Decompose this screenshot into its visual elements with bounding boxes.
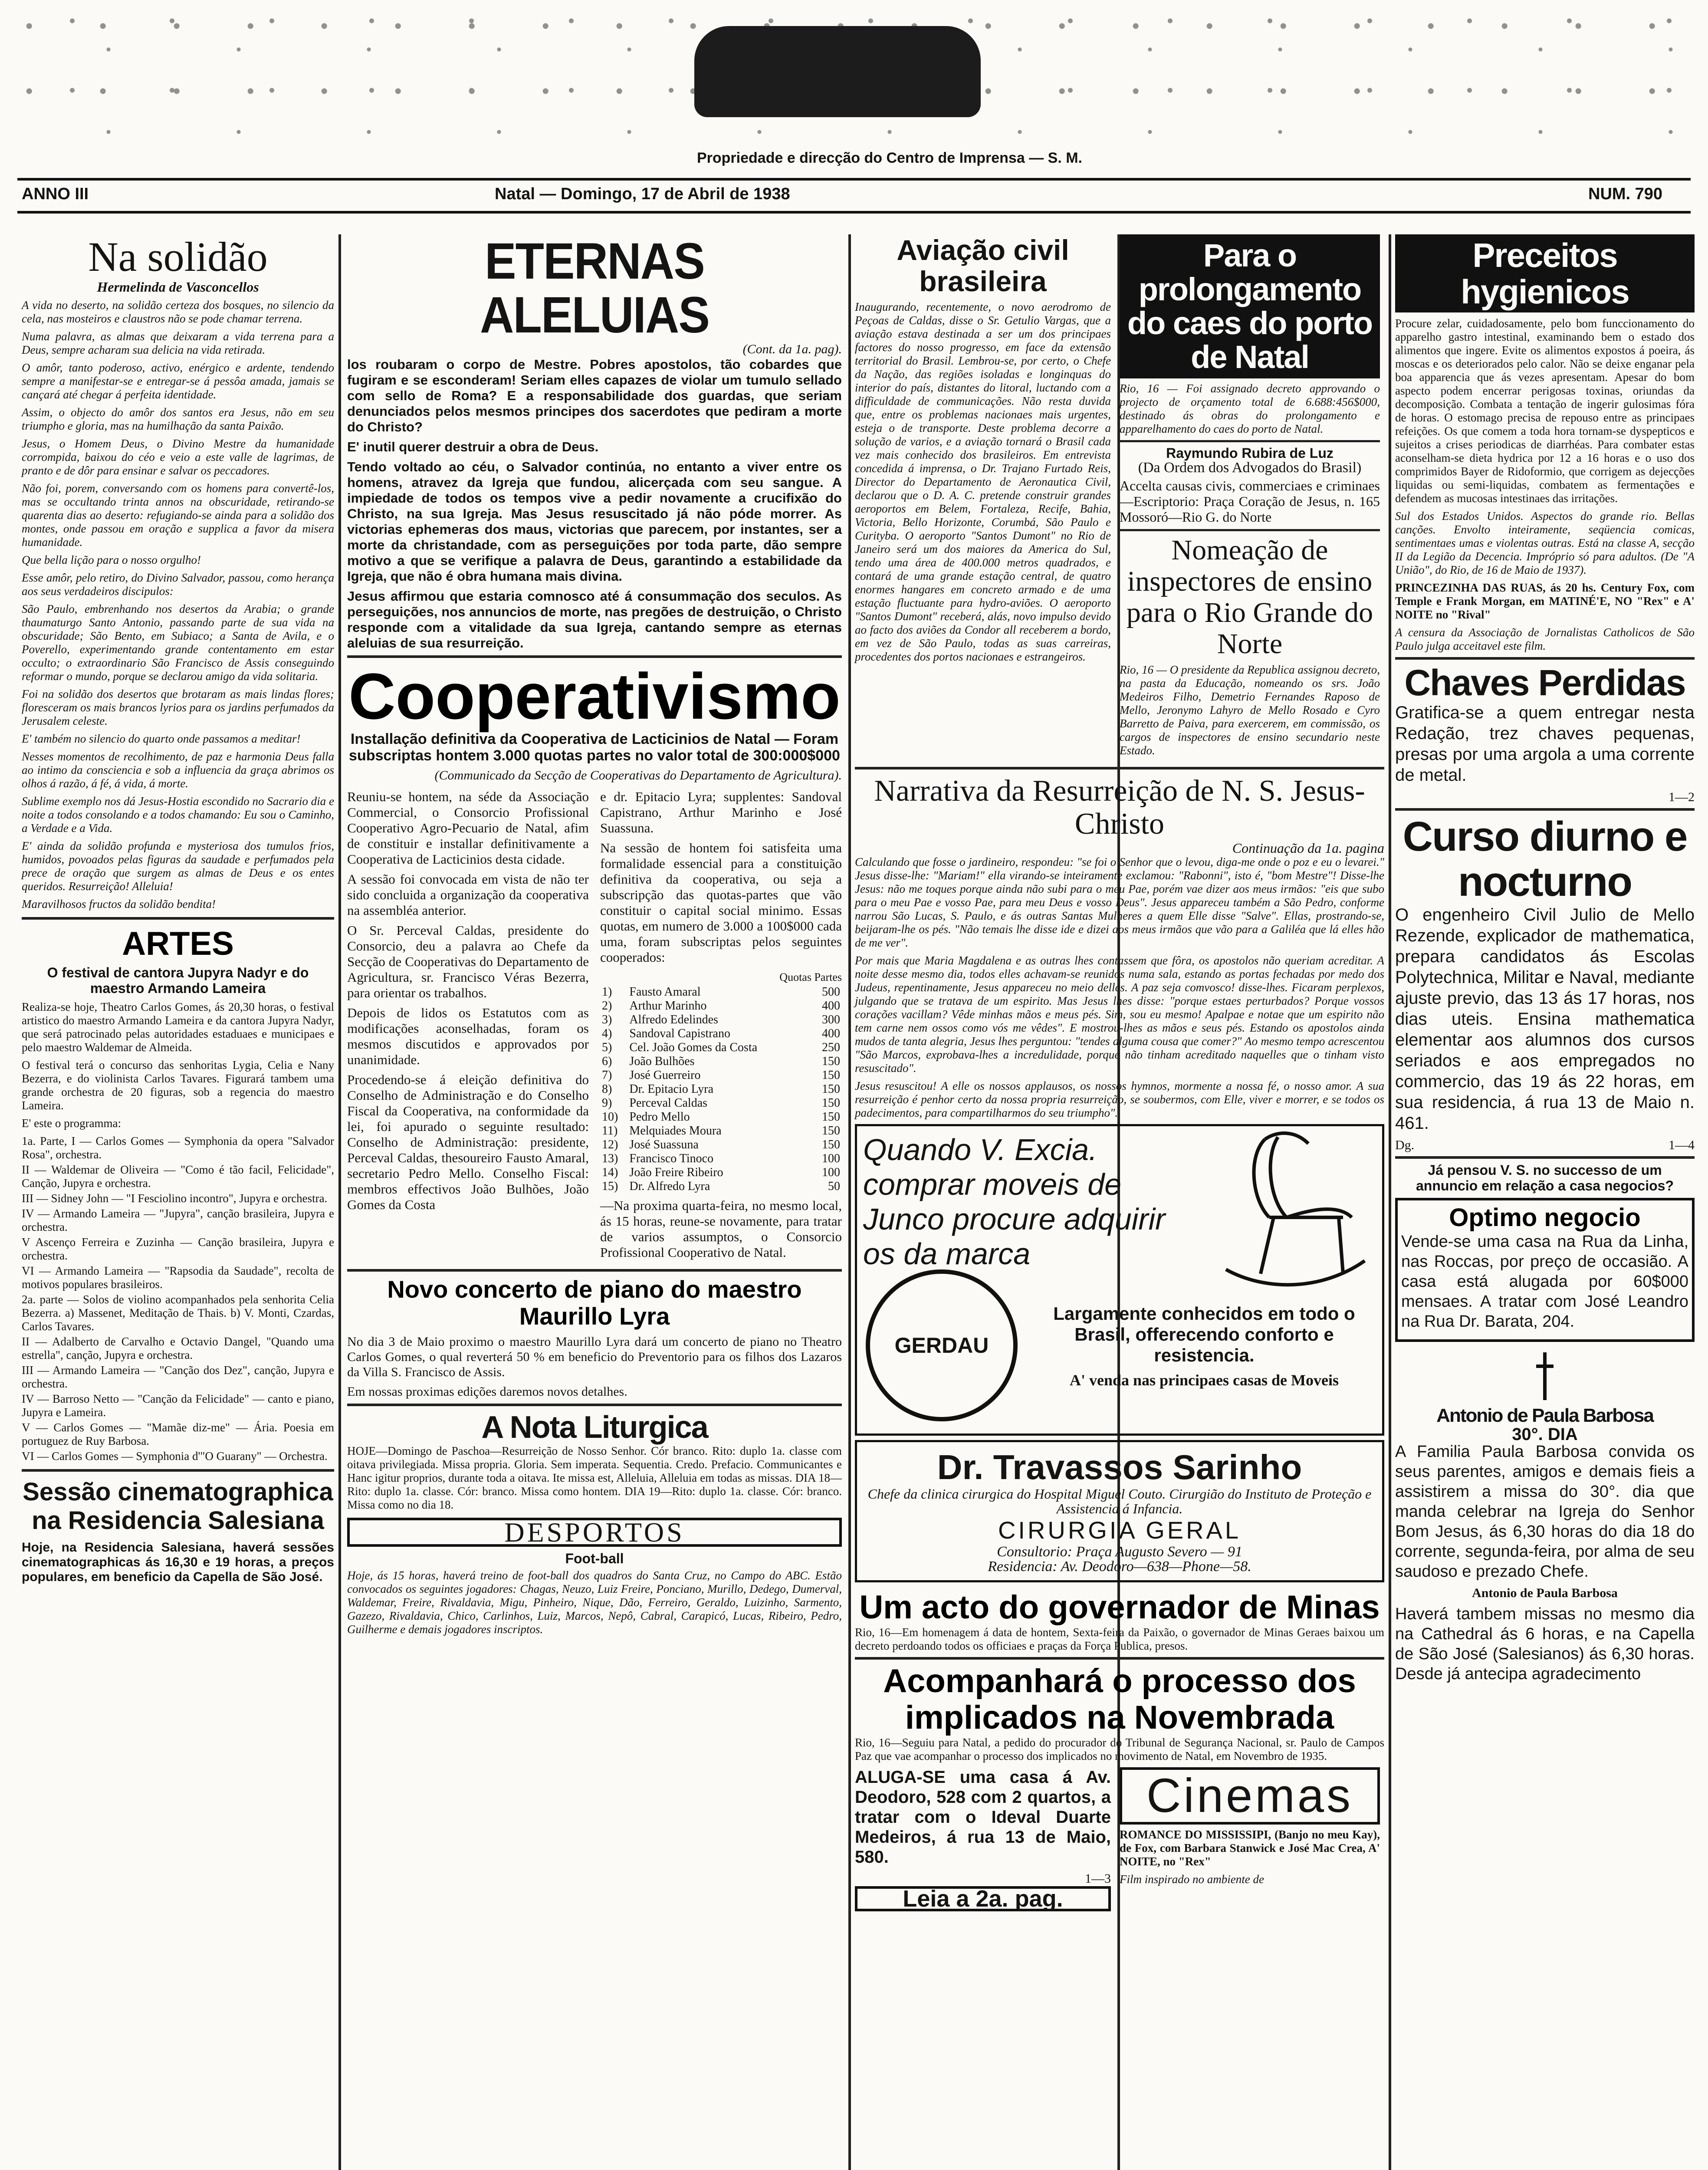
cinema-block [1120, 1767, 1380, 1911]
table-row: 1) Fausto Amaral 500 [602, 985, 840, 999]
paragraph: A Familia Paula Barbosa convida os seus parentes, amigos e demais fieis a assistirem a missa do 30°. dia que manda celebrar na Igreja do Senhor Bom Jesus, ás 6,30 horas do dia 18 do corrente, segunda-feira, por alma de seu saudoso e prezado Chefe. [1395, 1443, 1695, 1581]
doctor-description: Chefe da clinica cirurgica do Hospital Miguel Couto. Cirurgião do Instituto de Proteção e Assistencia á Infancia. [867, 1486, 1372, 1516]
program-item: V — Carlos Gomes — "Mamãe diz-me" — Ária. Poesia em portuguez de Ruy Barbosa. [22, 1421, 334, 1447]
masthead [17, 0, 1691, 217]
top-split [855, 234, 1384, 762]
bottom-left [347, 1276, 842, 1641]
section-title: Para o prolongamento do caes do porto de Natal [1127, 237, 1373, 375]
artes-body [22, 1000, 334, 1130]
paragraph: Calculando que fosse o jardineiro, respondeu: "se foi o Senhor que o levou, diga-me onde o poz e eu o levarei." Jesus disse-lhe: "Mariam!" ella virando-se inteiramente exclamou: "Rabonni", isto é, "bom Mestre"! Disse-lhe Jesus: não me toques porque ainda não subi para o meu Pae, porém vae dizer aos meus irmãos: "eis que subo para o meu Pae e vosso Pae, para meu Deus e vosso Deus". Jesus appareceu também a São Pedro, conforme narrou São Lucas, S. Paulo, e ás outras Santas Mulheres a quem Elle disse "Salve". Ellas, prostrando-se, beijaram-lhe os pés. "Não temais lhe disse ide e dizei aos meus irmãos que vão para a Galiléa que lá elles hão de me ver". [855, 855, 1384, 949]
article-title: ETERNAS ALELUIAS [480, 233, 709, 344]
paragraph: O festival terá o concurso das senhoritas Lygia, Celia e Nany Bezerra, e do violinista Carlos Tavares. Figurará tambem uma grande orchestra de 20 figuras, sob a regencia do maestro Lameira. [22, 1059, 334, 1112]
doctor-home: Residencia: Av. Deodoro—638—Phone—58. [988, 1558, 1251, 1575]
doctor-ad [855, 1440, 1384, 1582]
paragraph: PRINCEZINHA DAS RUAS, ás 20 hs. Century Fox, com Temple e Frank Morgan, em MATINÉ'E, NO "Rex" e A' NOITE no "Rival" [1395, 581, 1695, 621]
program-item: VI — Armando Lameira — "Rapsodia da Saudade", recolta de motivos populares brasileiros. [22, 1264, 334, 1291]
table-row: 6) João Bulhões 150 [602, 1055, 840, 1068]
headline-box [1395, 234, 1695, 312]
paragraph: E' ainda da solidão profunda e mysteriosa dos tumulos frios, humidos, povoados pelas figuras da saudade e perfumados pela prece de oração que surgem as almas de Deus e os entes queridos. Resurreição! Alleluia! [22, 839, 334, 893]
section-title: Preceitos hygienicos [1461, 236, 1629, 311]
lawyer-name: Raymundo Rubira de Luz [1166, 445, 1334, 461]
program-item: IV — Barroso Netto — "Canção da Felicidade" — canto e piano, Jupyra e Lameira. [22, 1392, 334, 1419]
paragraph: —Na proxima quarta-feira, no mesmo local, ás 15 horas, reune-se novamente, para tratar de varios assumptos, o Consorcio Profissional Cooperativo de Natal. [600, 1198, 842, 1260]
coop-right-column [600, 789, 842, 1265]
paragraph: Rio, 16—Seguiu para Natal, a pedido do procurador do Tribunal de Segurança Nacional, sr. Paulo de Campos Paz que vae acompanhar o processo dos implicados no movimento de Natal, em Novembro de 1935. [855, 1736, 1384, 1762]
paragraph: Em nossas proximas edições daremos novos detalhes. [347, 1384, 627, 1399]
article-body [22, 299, 334, 911]
program-item: V Ascenço Ferreira e Zuzinha — Canção brasileira, Jupyra e orchestra. [22, 1236, 334, 1262]
paragraph: O amôr, tanto poderoso, activo, enérgico e ardente, tendendo sempre a manifestar-se e entregar-se á pessôa amada, jamais se cançará até chegar á perfeita identidade. [22, 361, 334, 401]
paragraph: Maravilhosos fructos da solidão bendita! [22, 898, 216, 911]
paragraph: Depois de lidos os Estatutos com as modificações aconselhadas, foram os mesmos discutidos e approvados por unanimidade. [347, 1005, 589, 1067]
table-row: 12) José Suassuna 150 [602, 1138, 840, 1151]
bottom-row [855, 1767, 1384, 1911]
ad-sales: A' venda nas principaes casas de Moveis [1069, 1371, 1339, 1389]
paragraph: HOJE—Domingo de Paschoa—Resurreição de Nosso Senhor. Cór branco. Rito: duplo 1a. classe com oitava privilegiada. Missa propria. Gloria. Sem imperata. Sequentia. Credo. Prefacio. Communicantes e Hanc igitur proprios, durante toda a oitava. Ite missa est, Alleluia, Alleluia em todas as missas. DIA 18—Rito: duplo 1a. classe. Cór: branco. Missa como hontem. DIA 19—Rito: duplo 1a. classe. Cór: branco. Missa como no dia 18. [347, 1444, 842, 1511]
paragraph: No dia 3 de Maio proximo o maestro Maurillo Lyra dará um concerto de piano no Theatro Carlos Gomes, o qual reverterá 50 % em beneficio do Preventorio para os filhos dos Lazaros da Villa S. Francisco de Assis. [347, 1335, 842, 1379]
paragraph: Na sessão de hontem foi satisfeita uma formalidade essencial para a constituição definitiva da cooperativa, ou seja a subscripção das quotas-partes que vão constituir o capital social minimo. Essas quotas, em numero de 3.000 a 100$000 cada uma, foram subscriptas pelos seguintes cooperados: [600, 840, 842, 965]
ad-slogan-block [1026, 1303, 1382, 1387]
program-item: VI — Carlos Gomes — Symphonia d'"O Guarany" — Orchestra. [22, 1450, 328, 1463]
section-rule [347, 655, 842, 658]
dateline: Natal — Domingo, 17 de Abril de 1938 [495, 185, 790, 203]
paragraph: Vende-se uma casa na Rua da Linha, nas Roccas, por preço de occasião. A casa está alugada por 60$000 mensaes. A tratar com José Leandro na Rua Dr. Barata, 204. [1401, 1233, 1688, 1331]
col4-block [1120, 234, 1380, 762]
paragraph: Assim, o objecto do amôr dos santos era Jesus, não em seu triumpho e gloria, mas na humilhação da santa Paixão. [22, 406, 334, 432]
paragraph: Haverá tambem missas no mesmo dia na Cathedral ás 6 horas, e na Capella de São José (Salesianos) ás 6,30 horas. Desde já antecipa agradecimento [1395, 1605, 1695, 1683]
sale-ad [1395, 1198, 1695, 1342]
paragraph: Reuniu-se hontem, na séde da Associação Commercial, o Consorcio Profissional Cooperativo Agro-Pecuario de Natal, afim de constituir e installar definitivamente a Cooperativa de Lacticinios desta cidade. [347, 789, 589, 867]
paragraph: Tendo voltado ao céu, o Salvador continúa, no entanto a viver entre os homens, atravez da Igreja que fundou, alicerçada com seu sangue. A impiedade de todos os tempos vive a pedir novamente a crucifixão do Christo, na sua Igreja. Mas Jesus resuscitado já não póde morrer. As victorias ephemeras dos maus, victorias que parecem, por instantes, ser a morte da christandade, com as perseguições por toda parte, dão sempre motivo a que se verifique a palavra de Deus, garantindo a estabilidade da Igreja, que não é obra humana mais divina. [347, 459, 842, 584]
paragraph: E' inutil querer destruir a obra de Deus. [347, 439, 599, 454]
coop-left-column [347, 789, 589, 1265]
section-rule [347, 1269, 842, 1272]
section-title: Aviação civil brasileira [897, 234, 1069, 297]
section-rule [22, 1469, 334, 1472]
byline: Hermelinda de Vasconcellos [97, 279, 259, 295]
coop-body [347, 789, 842, 1265]
ad-bottom [866, 1269, 1382, 1421]
obituary-day: 30°. DIA [1512, 1425, 1578, 1444]
paragraph: O engenheiro Civil Julio de Mello Rezende, explicador de mathematica, prepara candidatos ás Escolas Polytechnica, Militar e Naval, mediante ajuste previo, das 13 ás 17 horas, nos dias uteis. Ensina mathematica elementar aos alumnos dos cursos seriados e aos empregados no commercio, das 19 ás 22 horas, em sua residencia, á rua 13 de Maio n. 461. [1395, 905, 1695, 1133]
section-rule [347, 1404, 842, 1406]
paragraph: ALUGA-SE uma casa á Av. Deodoro, 528 com 2 quartos, a tratar com o Ideval Duarte Medeiros, á rua 13 de Maio, 580. [855, 1768, 1111, 1867]
ad-text: Quando V. Excia. comprar moveis de Junco procure adquirir os da marca [863, 1133, 1166, 1271]
section-title: Narrativa da Resurreição de N. S. Jesus-Christo [874, 774, 1365, 841]
bottom-split [347, 1276, 842, 1641]
paragraph: Por mais que Maria Magdalena e as outras lhes contassem que fôra, os apostolos não queriam acreditar. A noite desse mesmo dia, todos elles achavam-se reunidos numa sala, estando as portas fechadas por medo dos Judeus, repentinamente, Jesus appareceu no meio delles. A paz seja comvosco! disse-lhes. Ficaram perplexos, julgando que se tratava de um espirito. Mas Jesus lhes disse: "porque estaes perturbados? Porque vossos corações vacillam? Vêde minhas mãos e meus pés. Sim, sou eu mesmo! Apalpae e notae que um espirito não tem carne nem ossos como vós me vêdes". E mostrou-lhes as mãos e seus pés. Estando os apostolos ainda mudos de tanta alegria, Jesus lhes perguntou: "tendes alguma cousa que comer?" Ao mesmo tempo acrescentou "São Marcos, exprobava-lhes a incredulidade, porque não tinham acreditado naquelles que o tinham visto resuscitado". [855, 954, 1384, 1075]
read-page-box: Leia a 2a. pag. [855, 1886, 1111, 1911]
column-2 [347, 234, 842, 1641]
section-title-box: DESPORTOS [347, 1518, 842, 1547]
section-subtitle: Installação definitiva da Cooperativa de Lacticinios de Natal — Foram subscriptas hontem 3.000 quotas partes no valor total de 300:000$000 [349, 731, 840, 764]
table-row: 15) Dr. Alfredo Lyra 50 [602, 1180, 840, 1193]
table-row: 4) Sandoval Capistrano 400 [602, 1027, 840, 1040]
section-title: ARTES [122, 925, 234, 962]
dateline-bar [17, 178, 1691, 214]
section-title: A Nota Liturgica [481, 1410, 708, 1445]
lawyer-org: (Da Ordem dos Advogados do Brasil) [1138, 460, 1362, 476]
table-row: 2) Arthur Marinho 400 [602, 999, 840, 1013]
program-item: 2a. parte — Solos de violino acompanhados pela senhorita Celia Bezerra. a) Massenet, Meditação de Thais. b) V. Monti, Czardas, Carlos Tavares. [22, 1293, 334, 1333]
section-title: Curso diurno e nocturno [1403, 813, 1687, 905]
program-item: II — Adalberto de Carvalho e Octavio Dangel, "Quando uma estrella", canção, Jupyra e orchestra. [22, 1335, 334, 1361]
column-3 [855, 234, 1384, 1911]
program-item: III — Armando Lameira — "Canção dos Dez", canção, Jupyra e orchestra. [22, 1364, 334, 1390]
table-row: 10) Pedro Mello 150 [602, 1110, 840, 1124]
issue-number: NUM. 790 [1588, 185, 1663, 203]
section-title: Acompanhará o processo dos implicados na Novembrada [883, 1663, 1356, 1736]
paragraph: Sul dos Estados Unidos. Aspectos do grande rio. Bellas canções. Envolto inteiramente, seqüencia comicas, sentimentaes umas e violentas outras. Está na classe A, secção II da Legião da Decencia. Impróprio só para adultos. (De "A União", do Rio, de 16 de Maio de 1937). [1395, 510, 1695, 576]
cross-icon [1536, 1352, 1554, 1400]
paragraph: Gratifica-se a quem entregar nesta Redação, trez chaves pequenas, presas por uma argola a uma corrente de metal. [1395, 703, 1695, 785]
table-row: 14) João Freire Ribeiro 100 [602, 1166, 840, 1179]
ad-footer [1395, 1138, 1695, 1153]
paragraph: Numa palavra, as almas que deixaram a vida terrena para a Deus, sempre acharam sua delicia na vida retirada. [22, 330, 334, 356]
paragraph: Film inspirado no ambiente de [1120, 1873, 1264, 1886]
section-title: Chaves Perdidas [1404, 662, 1685, 703]
promo-line: Já pensou V. S. no successo de um annuncio em relação a casa negocios? [1416, 1162, 1674, 1194]
continuation-note: (Cont. da 1a. pag). [742, 342, 842, 356]
doctor-office: Consultorio: Praça Augusto Severo — 91 [997, 1544, 1242, 1560]
paragraph: Jesus, o Homem Deus, o Divino Mestre da humanidade corrompida, baixou do céo e veio a este valle de lagrimas, de pranto e de dôr para ensinar e salvar os peccadores. [22, 437, 334, 477]
section-title: Um acto do governador de Minas [859, 1589, 1380, 1626]
section-rule [1120, 440, 1380, 442]
section-rule [855, 1657, 1384, 1660]
quotas-table [600, 985, 842, 1194]
doctor-specialty: CIRURGIA GERAL [998, 1516, 1242, 1544]
owner-line: Propriedade e direcção do Centro de Imprensa — S. M. [696, 150, 1082, 166]
subsection-title: Foot-ball [565, 1551, 624, 1566]
paragraph: Hoje, ás 15 horas, haverá treino de foot-ball dos quadros do Santa Cruz, no Campo do ABC. Estão convocados os seguintes jogadores: Chagas, Neuzo, Luiz Freire, Ponciano, Murillo, Dedego, Dumerval, Waldemar, Freire, Rivaldavia, Migu, Pinheiro, Nique, Dão, Ferreiro, Geraldo, Luizinho, Sarmento, Gazezo, Rivaldavia, Chico, Carlinhos, Luiz, Marcos, Nepô, Cabral, Carapicó, Lucas, Ribeiro, Pedro, Guilherme e demais jogadores inscriptos. [347, 1569, 842, 1636]
table-row: 11) Melquiades Moura 150 [602, 1124, 840, 1138]
column-rule [338, 234, 341, 2170]
paragraph: Nesses momentos de recolhimento, de paz e harmonia Deus falla ao intimo da consciencia e sob a influencia da graça abrimos os olhos á razão, á fé, á vida, á morte. [22, 750, 334, 790]
paragraph: Inaugurando, recentemente, o novo aerodromo de Peçoas de Caldas, disse o Sr. Getulio Vargas, que a aviação estava destinada a ser um dos principaes factores do nosso progresso, em face da extensão territorial do Brasil. Lembrou-se, por certo, o Chefe da Nação, das regiões isoladas e longinquas do interior do país, distantes do litoral, luctando com a difficuldade de communicações. Não resta duvida que, entre os problemas nacionaes mais urgentes, esteja o de transporte. Deste problema decorre a solução de varios, e a aviação tornará o Brasil cada vez mais conhecido dos brasileiros. Em entrevista concedida á imprensa, o Dr. Trajano Furtado Reis, Director do Departamento de Aeronautica Civil, declarou que o D. A. C. pretende construir grandes aeroportos em Belem, Fortaleza, Recife, Bahia, Victoria, Bello Horizonte, Corumbá, São Paulo e Curityba. O aeroporto "Santos Dumont" no Rio de Janeiro será um dos maiores da America do Sul, tendo uma área de 400.000 metros quadrados, e contará de uma grande estação central, de quatro enormes hangares em concreto armado e de uma estação fluctuante para hydro-aviões. O aeroporto "Santos Dumont" receberá, alás, novo impulso devido ao facto dos aviões da Condor all receberem a bordo, em vez de São Paulo, todas as suas carreiras, procedentes dos portos nacionaes e estrangeiros. [855, 300, 1111, 663]
paragraph: O Sr. Perceval Caldas, presidente do Consorcio, deu a palavra ao Chefe da Secção de Cooperativas do Departamento de Agricultura, sr. Francisco Véras Bezerra, para orientar os trabalhos. [347, 923, 589, 1000]
issue-label: ANNO III [22, 185, 89, 203]
column-5 [1395, 234, 1695, 1688]
continuation-note: Continuação da 1a. pagina [1232, 840, 1384, 856]
section-subtitle: O festival de cantora Jupyra Nadyr e do maestro Armando Lameira [47, 965, 309, 996]
ad-signature: Dg. [1395, 1138, 1415, 1152]
section-title-box: Cinemas [1120, 1767, 1380, 1825]
program-item: 1a. Parte, I — Carlos Gomes — Symphonia da opera "Salvador Rosa", orchestra. [22, 1134, 334, 1161]
program-item: II — Waldemar de Oliveira — "Como é tão facil, Felicidade", Canção, Jupyra e orchestra. [22, 1163, 334, 1190]
paragraph: Esse amôr, pelo retiro, do Divino Salvador, passou, como herança aos seus verdadeiros discipulos: [22, 571, 334, 598]
section-title: Novo concerto de piano do maestro Maurillo Lyra [387, 1276, 802, 1330]
section-rule [1395, 808, 1695, 811]
paragraph: Hoje, na Residencia Salesiana, haverá sessões cinematographicas ás 16,30 e 19 horas, a preços populares, em beneficio da Capella de São José. [22, 1540, 334, 1584]
section-rule [1120, 529, 1380, 531]
concert-program [22, 1134, 334, 1463]
ad-number: 1—3 [1085, 1871, 1111, 1886]
paragraph: Jesus resuscitou! A elle os nossos applausos, os nossos hymnos, mormente a nossa fé, o nosso amor. A sua resurreição é penhor certo da nossa propria resurreição, se soubermos, com Elle, viver e morrer, e se todos os padecimentos, para compartilharmos do seu triumpho". [855, 1079, 1384, 1119]
article-body [347, 357, 842, 651]
table-row: 3) Alfredo Edelindes 300 [602, 1013, 840, 1026]
credit-line: (Communicado da Secção de Cooperativas do Departamento de Agricultura). [434, 768, 842, 783]
paragraph: Sublime exemplo nos dá Jesus-Hostia escondido no Sacrario dia e noite a todos consolando e a todos chamando: Eu sou o Caminho, a Verdade e a Vida. [22, 795, 334, 835]
obituary-name: Antonio de Paula Barbosa [1436, 1405, 1653, 1426]
newspaper-logo [694, 26, 981, 117]
gerdau-logo: GERDAU [866, 1269, 1018, 1421]
table-row: 5) Cel. João Gomes da Costa 250 [602, 1041, 840, 1054]
paragraph: Rio, 16—Em homenagem á data de hontem, Sexta-feira da Paixão, o governador de Minas Geraes baixou um decreto perdoando todos os officiaes e praças da Força Publica, presos. [855, 1626, 1384, 1652]
program-item: III — Sidney John — "I Fesciolino incontro", Jupyra e orchestra. [22, 1192, 328, 1205]
paragraph: E' este o programma: [22, 1117, 122, 1130]
paragraph: Rio, 16 — O presidente da Republica assignou decreto, na pasta da Educação, nomeando os srs. João Medeiros Filho, Demetrio Fernandes Raposo de Mello, Jeronymo Lahyro de Mello Rosado e Cyro Barretto de Paiva, para exercerem, em commissão, os cargos de inspectores de ensino secundario neste Estado. [1120, 663, 1380, 757]
furniture-ad [855, 1124, 1384, 1436]
section-rule [22, 917, 334, 920]
article-title: Na solidão [88, 233, 268, 280]
rental-ad [855, 1767, 1111, 1911]
paragraph: los roubaram o corpo de Mestre. Pobres apostolos, tão cobardes que fugiram e se esconderam! Seriam elles capazes de violar um tumulo sellado com sello de Roma? E a responsabilidade dos guardas, que seriam denunciados pelos mesmos principes dos sacerdotes que pediram a morte do Christo? [347, 357, 842, 434]
paragraph: Rio, 16 — Foi assignado decreto approvando o projecto de orçamento total de 6.688:456$000, destinado ás obras do prolongamento e apparelhamento do caes do porto de Natal. [1120, 382, 1380, 435]
paragraph: Procure zelar, cuidadosamente, pelo bom funccionamento do apparelho gastro intestinal, examinando bem o estado dos alimentos que ingere. Evite os alimentos expostos á poeira, ás moscas e os deteriorados pelo calor. Não se deixe enganar pela boa apparencia que ás vezes apresentam. Apesar do bom aspecto podem encerrar perigosas toxinas, oriundas da decomposição. Combata a tentação de ingerir gulosimas fóra de horas. O estomago precisa de repouso entre as principaes refeições. Os que comem a toda hora tornam-se dyspepticos e sujeitos a crises periodicas de diarrhéas. Para combater estas aconselham-se dieta hydrica por 12 a 16 horas e o uso dos comprimidos Bayer de Ridoformio, que corrigem as dejecções liquidas ou semi-liquidas, combatem as fermentações e defendem as mucosas intestinaes das irritações. [1395, 317, 1695, 505]
article-body [855, 855, 1384, 1120]
table-row: 13) Francisco Tinoco 100 [602, 1152, 840, 1165]
doctor-name: Dr. Travassos Sarinho [937, 1448, 1302, 1486]
section-title: Optimo negocio [1449, 1203, 1641, 1232]
section-rule [1395, 657, 1695, 660]
ad-slogan: Largamente conhecidos em todo o Brasil, offerecendo conforto e resistencia. [1053, 1303, 1355, 1365]
table-row: 9) Perceval Caldas 150 [602, 1096, 840, 1110]
section-rule [855, 767, 1384, 769]
column-rule [1389, 234, 1391, 2170]
table-row: 8) Dr. Epitacio Lyra 150 [602, 1082, 840, 1096]
column-rule [848, 234, 851, 2170]
paragraph: Procedendo-se á eleição definitiva do Conselho de Administração e do Conselho Fiscal da Cooperativa, na conformidade da lei, foi apurado o seguinte resultado: Conselho de Administração: presidente, Perceval Caldas, thesoureiro Fausto Amaral, secretario Pedro Mello. Conselho Fiscal: membros effectivos João Bulhões, João Gomes da Costa [347, 1072, 589, 1212]
obituary-signature: Antonio de Paula Barbosa [1472, 1586, 1618, 1600]
table-row: 7) José Guerreiro 150 [602, 1069, 840, 1082]
ad-number: 1—4 [1669, 1138, 1695, 1152]
section-title: Sessão cinematographica na Residencia Salesiana [23, 1478, 333, 1535]
section-title: Cooperativismo [348, 660, 841, 733]
paragraph: Não foi, porem, conversando com os homens para convertê-los, mas se occultando trinta annos na obscuridade, retirando-se quarenta dias ao deserto: refugiando-se ainda para a solidão dos montes, onde passou em oração e supplica a favor da misera humanidade. [22, 482, 334, 549]
paragraph: Foi na solidão dos desertos que brotaram as mais lindas flores; floresceram os mais brancos lyrios para os jardins perfumados da Jerusalem celeste. [22, 687, 334, 727]
aviacao-block [855, 234, 1111, 762]
paragraph: A vida no deserto, na solidão certeza dos bosques, no silencio da cela, nas mosteiros e claustros não se pode chamar terrena. [22, 299, 334, 325]
program-item: IV — Armando Lameira — "Jupyra", canção brasileira, Jupyra e orchestra. [22, 1207, 334, 1233]
paragraph: E' também no silencio do quarto onde passamos a meditar! [22, 732, 301, 745]
paragraph: e dr. Epitacio Lyra; supplentes: Sandoval Capistrano, Arthur Marinho e José Suassuna. [600, 789, 842, 835]
section-title: Nomeação de inspectores de ensino para o Rio Grande do Norte [1126, 534, 1373, 660]
column-1 [22, 234, 334, 1589]
quotas-header: Quotas Partes [779, 971, 842, 983]
paragraph: ROMANCE DO MISSISSIPI, (Banjo no meu Kay), de Fox, com Barbara Stanwick e José Mac Crea, A' NOITE, no "Rex" [1120, 1828, 1380, 1868]
paragraph: Realiza-se hoje, Theatro Carlos Gomes, ás 20,30 horas, o festival artistico do maestro Armando Lameira e da cantora Jupyra Nadyr, que será patrocinado pelas autoridades estaduaes e municipaes e pelo maestro Waldemar de Almeida. [22, 1000, 334, 1054]
paragraph: São Paulo, embrenhando nos desertos da Arabia; o grande thaumaturgo Santo Antonio, passando parte de sua vida na obscuridade; São Bento, em Subiaco; a Santa de Avila, e o Poverello, experimentando grande contentamento em estar occulto; o extraordinario São Francisco de Assis conseguindo reformar o mundo, porque se declarou amigo da vida solitaria. [22, 602, 334, 683]
paragraph: Que bella lição para o nosso orgulho! [22, 553, 201, 566]
paragraph: Accelta causas civis, commerciaes e criminaes—Escriptorio: Praça Coração de Jesus, n. 165 Mossoró—Rio G. do Norte [1120, 478, 1380, 525]
ad-number: 1—2 [1669, 790, 1695, 804]
paragraph: Jesus affirmou que estaria comnosco até á consummação dos seculos. As perseguições, nos annuncios de morte, nas pregões de destruição, o Christo responde com a vitalidade da sua Igreja, cantando sempre as eternas aleluias de sua resurreição. [347, 589, 842, 651]
headline-box [1120, 234, 1380, 378]
paragraph: A censura da Associação de Jornalistas Catholicos de São Paulo julga acceitavel este film. [1395, 626, 1695, 652]
section-rule [1395, 1156, 1695, 1159]
paragraph: A sessão foi convocada em vista de não ter sido concluida a organização da cooperativa na assembléa anterior. [347, 871, 589, 918]
